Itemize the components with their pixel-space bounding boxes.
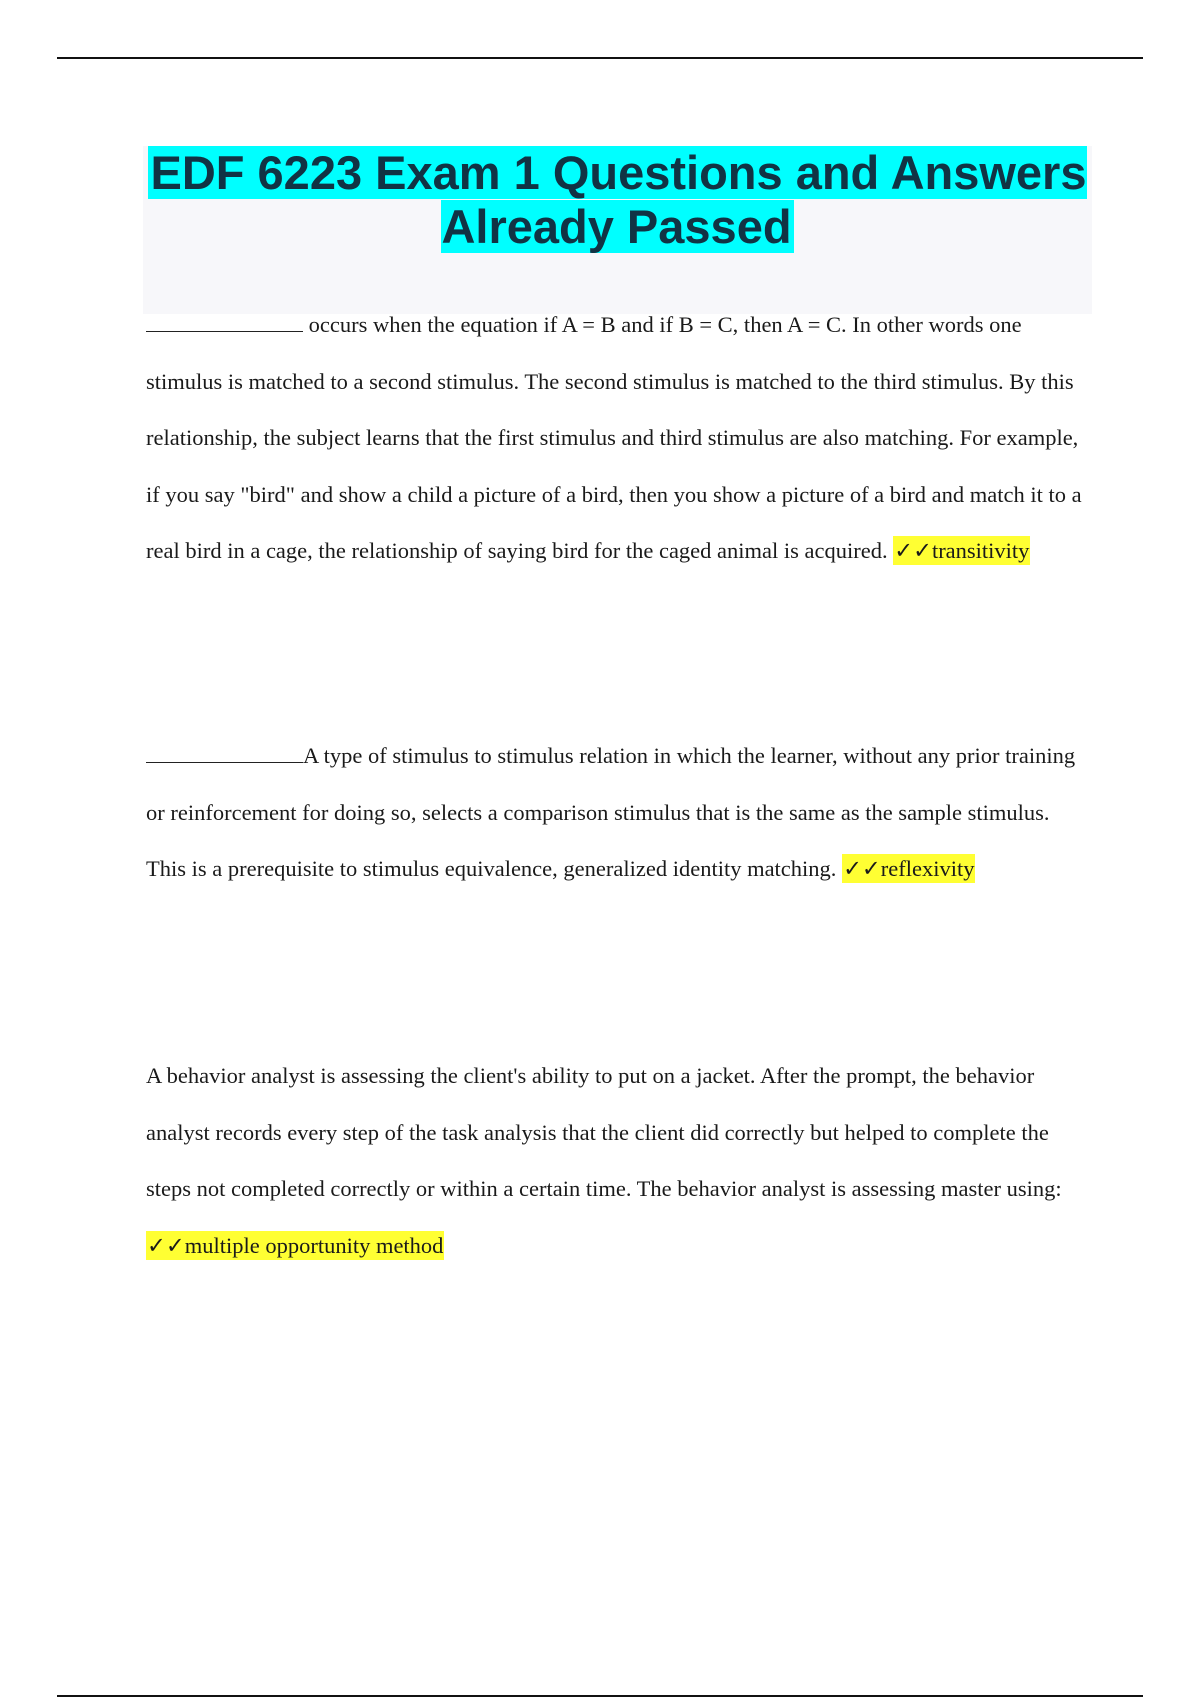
top-rule bbox=[57, 57, 1143, 59]
question-2-answer: ✓✓reflexivity bbox=[843, 856, 975, 881]
question-3 bbox=[146, 1048, 1086, 1274]
bottom-rule bbox=[57, 1695, 1143, 1697]
document-title bbox=[143, 146, 1092, 254]
question-2-text: A type of stimulus to stimulus relation in which the learner, without any prior training or reinforcement for doing so, selects a comparison stimulus that is the same as the sample stimulus. This is a prerequisite to stimulus equivalence, generalized identity matching. bbox=[146, 743, 1076, 881]
question-1-blank bbox=[146, 313, 303, 332]
question-3-answer: ✓✓multiple opportunity method bbox=[147, 1232, 444, 1258]
question-1-paragraph bbox=[146, 297, 1086, 580]
question-2 bbox=[146, 728, 1086, 898]
question-1-text: occurs when the equation if A = B and if B = C, then A = C. In other words one stimulus is matched to a second stimulus. The second stimulus is matched to the third stimulus. By this relationship, the subject learns that the first stimulus and third stimulus are also matching. For example, if you say "bird" and show a child a picture of a bird, then you show a picture of a bird and match it to a real bird in a cage, the relationship of saying bird for the caged animal is acquired. bbox=[146, 312, 1082, 563]
question-3-paragraph bbox=[146, 1048, 1086, 1274]
question-3-text: A behavior analyst is assessing the client's ability to put on a jacket. After the prompt, the behavior analyst records every step of the task analysis that the client did correctly but helped to complete the steps not completed correctly or within a certain time. The behavior analyst is assessing master using: bbox=[146, 1063, 1062, 1201]
question-2-blank bbox=[146, 744, 303, 763]
title-band bbox=[143, 146, 1092, 314]
document-title-text: EDF 6223 Exam 1 Questions and Answers Already Passed bbox=[150, 146, 1087, 253]
question-1 bbox=[146, 297, 1086, 580]
question-2-paragraph bbox=[146, 728, 1086, 898]
question-1-answer: ✓✓transitivity bbox=[894, 538, 1030, 563]
